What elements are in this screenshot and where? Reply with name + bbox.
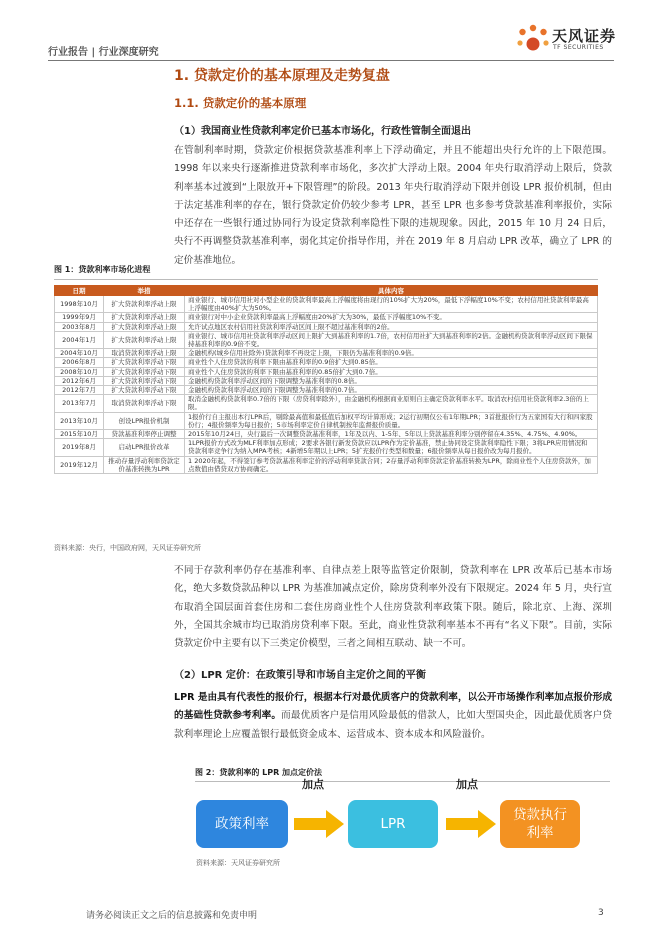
brand-name: 天风证券: [552, 27, 617, 45]
measure-cell: 扩大贷款利率浮动上限: [104, 322, 185, 331]
date-cell: 2012年6月: [55, 376, 104, 385]
page-number: 3: [598, 908, 604, 918]
measure-cell: 推动存量浮动利率贷款定价基准转换为LPR: [104, 456, 185, 473]
detail-cell: 允许试点地区农村信用社贷款利率浮动区间上限不超过基准利率的2倍。: [185, 322, 598, 331]
brand-name-en: TF SECURITIES: [553, 44, 604, 51]
detail-cell: 金融机构贷款利率浮动区间的下限调整为基准利率的0.7倍。: [185, 386, 598, 395]
figure-1-title: 图 1：贷款利率市场化进程: [54, 265, 151, 274]
date-cell: 2019年12月: [55, 456, 104, 473]
figure-1-source: 资料来源：央行，中国政府网，天风证券研究所: [54, 544, 201, 552]
paragraph-3: [174, 689, 612, 744]
header-divider: [48, 60, 614, 61]
right-arrow-icon: [294, 810, 344, 838]
arrow-label-2: 加点: [456, 778, 478, 791]
date-cell: 2013年10月: [55, 412, 104, 429]
measure-cell: 扩大贷款利率浮动上限: [104, 313, 185, 322]
date-cell: 2008年10月: [55, 367, 104, 376]
date-cell: 1999年9月: [55, 313, 104, 322]
disclaimer: 请务必阅读正文之后的信息披露和免责申明: [86, 911, 258, 921]
table-row: [55, 456, 598, 473]
table-row: [55, 376, 598, 385]
measure-cell: 贷款基准利率停止调整: [104, 430, 185, 439]
date-cell: 2015年10月: [55, 430, 104, 439]
policy-rate-label: 政策利率: [215, 816, 269, 832]
paragraph-1: 在管制利率时期，贷款定价根据贷款基准利率上下浮动确定，并且不能超出央行允许的上下限范围。1998 年以来央行逐渐推进贷款利率市场化，多次扩大浮动上限。2004 年央行取消浮动上限后，贷款利率基本过渡到“上限放开+下限管理”的阶段。2013 年央行取消浮动下限并创设 LPR 报价机制，但由于法定基准利率的存在，银行贷款定价仍较少参考 LPR，甚至 LPR 也多参考贷款基准利率报价，实际中还存在一些银行通过协同行为设定贷款利率隐性下限的违规现象。因此，2015 年 10 月 24 日后，央行不再调整贷款基准利率，弱化其定价指导作用，并在 2019 年 8 月启动 LPR 改革，确立了 LPR 的定价基准地位。: [174, 145, 612, 266]
figure-1-rule: [54, 279, 598, 280]
date-cell: 2003年8月: [55, 322, 104, 331]
table-row: [55, 313, 598, 322]
detail-cell: 取消金融机构贷款利率0.7倍的下限（房贷利率除外），由金融机构根据商业原则自主确定贷款利率水平。取消农村信用社贷款利率2.3倍的上限。: [185, 395, 598, 412]
detail-cell: 1 2020年起，不得签订参考贷款基准利率定价的浮动利率贷款合同；2存量浮动利率贷款定价基准转换为LPR，除商业性个人住房贷款外，加点数值由借贷双方协商确定。: [185, 456, 598, 473]
measure-cell: 扩大贷款利率浮动上限: [104, 296, 185, 313]
table-row: [55, 439, 598, 456]
right-arrow-icon: [446, 810, 496, 838]
detail-cell: 商业银行、城市信用社贷款利率浮动区间上限扩大到基准利率的1.7倍，农村信用社扩大到基准利率的2倍。金融机构贷款利率浮动区间下限保持基准利率的0.9倍不变。: [185, 331, 598, 348]
measure-cell: 取消贷款利率浮动上限: [104, 349, 185, 358]
subsection-heading: 1.1. 贷款定价的基本原理: [174, 96, 307, 110]
lpr-history-table: [54, 285, 598, 474]
date-cell: 2004年1月: [55, 331, 104, 348]
report-category: 行业报告 | 行业深度研究: [48, 47, 159, 58]
table-row: [55, 412, 598, 429]
table-row: [55, 386, 598, 395]
measure-cell: 取消贷款利率浮动下限: [104, 395, 185, 412]
table-row: [55, 367, 598, 376]
date-cell: 2013年7月: [55, 395, 104, 412]
detail-cell: 商业银行、城市信用社对小型企业的贷款利率最高上浮幅度将由现行的10%扩大为20%，最低下浮幅度10%不变；农村信用社贷款利率最高上浮幅度由40%扩大为50%。: [185, 296, 598, 313]
table-header-row: [55, 286, 598, 296]
table-row: [55, 430, 598, 439]
detail-cell: 2015年10月24日，央行最后一次调整贷款基准利率，1年及以内、1-5年、5年以上贷款基准利率分别停留在4.35%、4.75%、4.90%。: [185, 430, 598, 439]
measure-cell: 扩大贷款利率浮动下限: [104, 376, 185, 385]
measure-cell: 扩大贷款利率浮动下限: [104, 367, 185, 376]
lpr-definition: LPR 是由具有代表性的报价行，根据本行对最优质客户的贷款利率，以公开市场操作利率加点报价形成的基础性贷款参考利率。: [174, 692, 612, 722]
detail-cell: 1报价行自主报出本行LPR后，剔除最高值和最低值后加权平均计算形成；2运行初期仅公布1年期LPR；3首批报价行为五家国有大行和四家股份行；4报价频率为每日报价；5市场利率定价自律机制按年监督报价质量。: [185, 412, 598, 429]
detail-cell: 商业银行对中小企业贷款利率最高上浮幅度由20%扩大为30%，最低下浮幅度10%不变。: [185, 313, 598, 322]
measure-cell: 扩大贷款利率浮动上限: [104, 331, 185, 348]
point-heading-2: （2）LPR 定价：在政策引导和市场自主定价之间的平衡: [174, 670, 426, 681]
measure-cell: 扩大贷款利率浮动下限: [104, 358, 185, 367]
policy-rate-box: [196, 800, 288, 848]
table-row: [55, 322, 598, 331]
point-heading-1: （1）我国商业性贷款利率定价已基本市场化，行政性管制全面退出: [174, 126, 471, 137]
detail-cell: 商业性个人住房贷款的利率下限由基准利率的0.85倍扩大到0.7倍。: [185, 367, 598, 376]
date-cell: 2006年8月: [55, 358, 104, 367]
section-heading: 1. 贷款定价的基本原理及走势复盘: [174, 68, 390, 84]
table-row: [55, 358, 598, 367]
column-header-detail: 具体内容: [185, 286, 598, 296]
figure-2-rule: [195, 781, 610, 782]
figure-2-source: 资料来源：天风证券研究所: [196, 859, 280, 867]
table-row: [55, 331, 598, 348]
column-header-measure: 举措: [104, 286, 185, 296]
date-cell: 2012年7月: [55, 386, 104, 395]
date-cell: 1998年10月: [55, 296, 104, 313]
arrow-label-1: 加点: [302, 778, 324, 791]
detail-cell: 金融机构(城乡信用社除外)贷款利率不再设定上限，下限仍为基准利率的0.9倍。: [185, 349, 598, 358]
lpr-definition-rest: 而最优质客户是信用风险最低的借款人，比如大型国央企，因此最优质客户贷款利率理论上应覆盖银行最低资金成本、运营成本、资本成本和风险溢价。: [174, 710, 613, 740]
date-cell: 2019年8月: [55, 439, 104, 456]
loan-rate-box: [500, 800, 580, 848]
detail-cell: 商业性个人住房贷款的利率下限由基准利率的0.9倍扩大到0.85倍。: [185, 358, 598, 367]
paragraph-2: 不同于存款利率仍存在基准利率、自律点差上限等监管定价限制，贷款利率在 LPR 改革后已基本市场化，绝大多数贷款品种以 LPR 为基准加减点定价，除房贷利率外没有下限规定。2024 年 5 月，央行宣布取消全国层面首套住房和二套住房商业性个人住房贷款利率政策下限。随后，除北京、上海、深圳外，全国其余城市均已取消房贷利率下限。至此，商业性贷款利率基本不再有“名义下限”。目前，实际贷款定价中主要有以下三类定价模型，三者之间相互联动、缺一不可。: [174, 565, 612, 650]
measure-cell: 启动LPR报价改革: [104, 439, 185, 456]
lpr-label: LPR: [380, 816, 406, 832]
measure-cell: 创设LPR报价机制: [104, 412, 185, 429]
table-row: [55, 296, 598, 313]
column-header-date: 日期: [55, 286, 104, 296]
loan-rate-label: 贷款执行利率: [513, 807, 567, 841]
table-row: [55, 395, 598, 412]
table-row: [55, 349, 598, 358]
detail-cell: 1LPR报价方式改为MLF利率加点形成；2要求各银行新发贷款应以LPR作为定价基准，禁止协同设定贷款利率隐性下限；3将LPR应用情况和贷款利率竞争行为纳入MPA考核；4新增5年期以上LPR；5扩充报价行类型和数量；6报价频率从每日报价改为每月报价。: [185, 439, 598, 456]
figure-2-title: 图 2：贷款利率的 LPR 加点定价法: [195, 768, 323, 777]
measure-cell: 扩大贷款利率浮动下限: [104, 386, 185, 395]
lpr-box: [348, 800, 438, 848]
detail-cell: 金融机构贷款利率浮动区间的下限调整为基准利率的0.8倍。: [185, 376, 598, 385]
date-cell: 2004年10月: [55, 349, 104, 358]
tf-logo-icon: [516, 24, 550, 54]
